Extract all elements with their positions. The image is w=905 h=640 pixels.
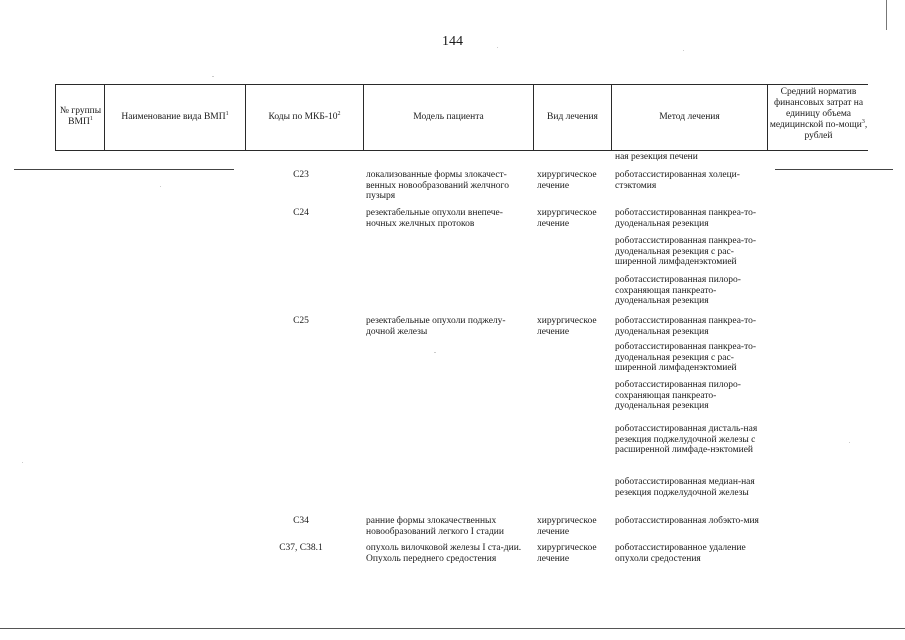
treatment-method: роботассистированная медиан-ная резекция поджелудочной железы xyxy=(615,477,755,498)
page-number: 144 xyxy=(442,34,463,49)
header-group-no: № группы ВМП$^1$ xyxy=(59,106,102,127)
scan-speck xyxy=(434,352,436,353)
col-divider xyxy=(104,84,105,151)
scan-speck xyxy=(22,462,23,463)
treatment-method: роботассистированное удаление опухоли средостения xyxy=(615,543,746,564)
header-top-rule xyxy=(55,84,868,85)
continued-method-text: ная резекция печени xyxy=(615,152,698,162)
treatment-method: роботассистированная дисталь-ная резекция поджелудочной железы с расширенной лимфаде-нэктомией xyxy=(615,424,758,455)
icd-code: C25 xyxy=(293,316,309,326)
treatment-method: роботассистированная панкреа-то-дуоденальная резекция с рас-ширенной лимфаденэктомией xyxy=(615,236,757,267)
treatment-method: роботассистированная пилоро-сохраняющая панкреато-дуоденальная резекция xyxy=(615,275,741,306)
treatment-type: хирургическое лечение xyxy=(537,516,597,537)
patient-model-line: опухоль вилочковой железы I ста-дии. xyxy=(366,543,522,553)
col-divider xyxy=(767,84,768,151)
header-treatment-method: Метод лечения xyxy=(659,111,720,122)
treatment-method: роботассистированная пилоро-сохраняющая панкреато-дуоденальная резекция xyxy=(615,380,741,411)
patient-model xyxy=(366,543,532,564)
icd-code: C34 xyxy=(293,516,309,526)
scan-speck xyxy=(683,50,684,51)
treatment-method: роботассистированная панкреа-то-дуоденальная резекция xyxy=(615,208,757,229)
icd-code: C24 xyxy=(293,208,309,218)
scan-speck xyxy=(497,47,498,48)
treatment-type: хирургическое лечение xyxy=(537,208,597,229)
treatment-method: роботассистированная холеци-стэктомия xyxy=(615,170,740,191)
bottom-page-rule xyxy=(0,628,905,629)
scan-speck xyxy=(849,442,850,443)
patient-model: резектабельные опухоли поджелу-дочной железы xyxy=(366,316,506,337)
header-icd-codes: Коды по МКБ-$10^2$ xyxy=(268,110,341,122)
scan-speck xyxy=(212,76,214,77)
patient-model: резектабельные опухоли внепече-ночных желчных протоков xyxy=(366,208,503,229)
patient-model: ранние формы злокачественных новообразований легкого I стадии xyxy=(366,516,504,537)
page-break-rule-right xyxy=(775,169,893,170)
patient-model: локализованные формы злокачест-венных новообразований желчного пузыря xyxy=(366,170,509,201)
header-vmp-name: Наименование вида ВМП$^1$ xyxy=(121,110,229,122)
patient-model-line: Опухоль переднего средостения xyxy=(366,553,497,564)
page-break-rule-left xyxy=(14,169,234,170)
col-divider xyxy=(611,84,612,151)
treatment-method: роботассистированная панкреа-то-дуоденальная резекция с рас-ширенной лимфаденэктомией xyxy=(615,342,757,373)
scan-speck xyxy=(160,186,161,187)
header-average-cost: Средний норматив финансовых затрат на единицу объема медицинской по-мощи$^3$, рублей xyxy=(769,87,868,141)
col-divider xyxy=(533,84,534,151)
col-divider xyxy=(55,84,56,151)
treatment-method: роботассистированная панкреа-то-дуоденальная резекция xyxy=(615,316,757,337)
treatment-type: хирургическое лечение xyxy=(537,543,597,564)
header-patient-model: Модель пациента xyxy=(413,111,484,122)
col-divider xyxy=(363,84,364,151)
treatment-method: роботассистированная лобэкто-мия xyxy=(615,516,759,526)
scan-edge-mark xyxy=(886,0,887,30)
header-treatment-type: Вид лечения xyxy=(547,111,598,122)
treatment-type: хирургическое лечение xyxy=(537,170,597,191)
header-bottom-rule xyxy=(55,150,868,151)
col-divider xyxy=(245,84,246,151)
treatment-type: хирургическое лечение xyxy=(537,316,597,337)
icd-code: C23 xyxy=(293,170,309,180)
icd-code: C37, C38.1 xyxy=(279,543,323,553)
